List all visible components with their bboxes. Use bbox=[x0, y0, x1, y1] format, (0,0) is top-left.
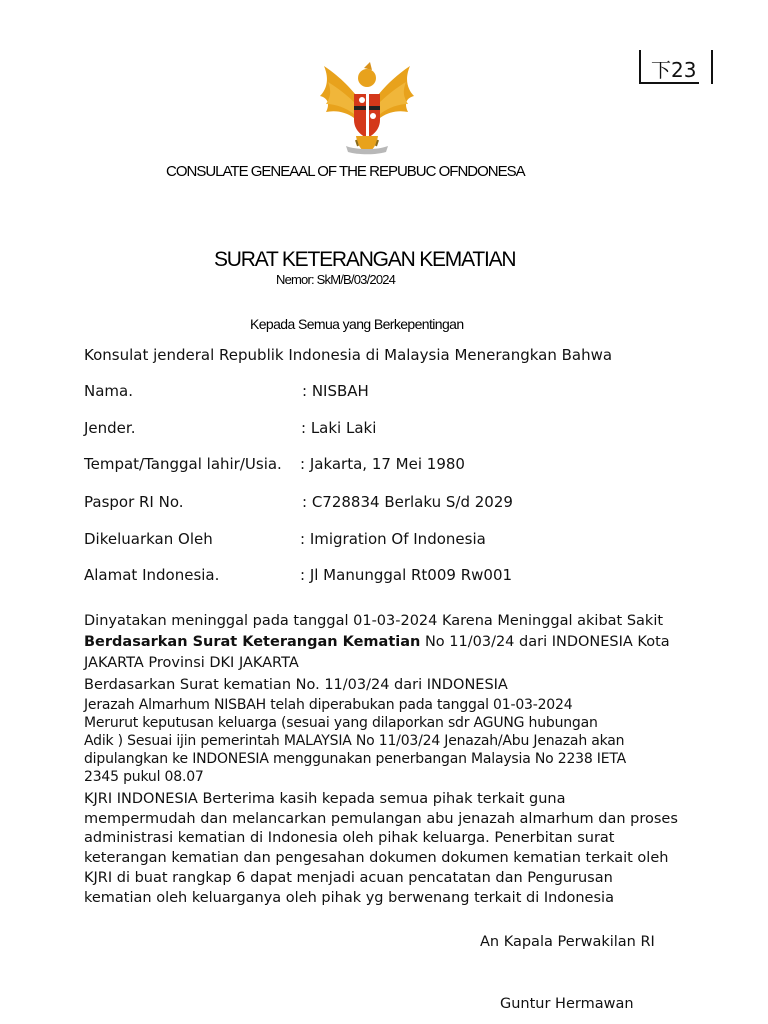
page-reference: 下23 bbox=[651, 58, 697, 82]
body-line: Adik ) Sesuai ijin pemerintah MALAYSIA No 11/03/24 Jenazah/Abu Jenazah akan bbox=[84, 733, 625, 749]
field-value-issuer: : Imigration Of Indonesia bbox=[300, 530, 486, 548]
body-line: Dinyatakan meninggal pada tanggal 01-03-2024 Karena Meninggal akibat Sakit bbox=[84, 613, 664, 629]
consulate-heading: CONSULATE GENEAAL OF THE REPUBUC OFNDONESA bbox=[166, 163, 525, 180]
signatory-name: Guntur Hermawan bbox=[500, 996, 634, 1012]
body-line: 2345 pukul 08.07 bbox=[84, 769, 204, 785]
body-line-rest: No 11/03/24 dari INDONESIA Kota bbox=[420, 634, 670, 650]
body-line: Berdasarkan Surat kematian No. 11/03/24 dari INDONESIA bbox=[84, 677, 508, 693]
body-line: keterangan kematian dan pengesahan dokumen dokumen kematian terkait oleh bbox=[84, 850, 669, 866]
body-line: administrasi kematian di Indonesia oleh pihak keluarga. Penerbitan surat bbox=[84, 830, 615, 846]
intro-statement: Konsulat jenderal Republik Indonesia di Malaysia Menerangkan Bahwa bbox=[84, 346, 613, 364]
body-line: mempermudah dan melancarkan pemulangan abu jenazah almarhum dan proses bbox=[84, 811, 678, 827]
field-label-issuer: Dikeluarkan Oleh bbox=[84, 530, 213, 548]
body-line bbox=[84, 634, 670, 650]
body-line: dipulangkan ke INDONESIA menggunakan penerbangan Malaysia No 2238 IETA bbox=[84, 751, 627, 767]
page-reference-box bbox=[639, 50, 713, 82]
body-line: Merurut keputusan keluarga (sesuai yang dilaporkan sdr AGUNG hubungan bbox=[84, 715, 598, 731]
field-value-address: : Jl Manunggal Rt009 Rw001 bbox=[300, 566, 513, 584]
field-label-address: Alamat Indonesia. bbox=[84, 566, 220, 584]
body-bold-phrase: Berdasarkan Surat Keterangan Kematian bbox=[84, 634, 421, 650]
field-label-name: Nama. bbox=[84, 382, 133, 400]
field-value-birth: : Jakarta, 17 Mei 1980 bbox=[300, 455, 465, 473]
field-label-passport: Paspor RI No. bbox=[84, 493, 184, 511]
field-value-name: : NISBAH bbox=[302, 382, 369, 400]
field-label-gender: Jender. bbox=[84, 419, 136, 437]
field-value-passport: : C728834 Berlaku S/d 2029 bbox=[302, 493, 513, 511]
garuda-emblem bbox=[312, 60, 422, 160]
addressee-line: Kepada Semua yang Berkepentingan bbox=[250, 316, 464, 332]
signatory-title: An Kapala Perwakilan RI bbox=[480, 934, 655, 950]
document-title: SURAT KETERANGAN KEMATIAN bbox=[214, 248, 516, 271]
body-line: kematian oleh keluarganya oleh pihak yg berwenang terkait di Indonesia bbox=[84, 890, 614, 906]
document-number: Nemor: SkM/B/03/2024 bbox=[276, 272, 396, 287]
body-line: Jerazah Almarhum NISBAH telah diperabukan pada tanggal 01-03-2024 bbox=[84, 697, 573, 713]
body-line: KJRI INDONESIA Berterima kasih kepada semua pihak terkait guna bbox=[84, 791, 566, 807]
body-line: JAKARTA Provinsi DKI JAKARTA bbox=[84, 655, 299, 671]
field-label-birth: Tempat/Tanggal lahir/Usia. bbox=[84, 455, 282, 473]
field-value-gender: : Laki Laki bbox=[301, 419, 377, 437]
body-line: KJRI di buat rangkap 6 dapat menjadi acuan pencatatan dan Pengurusan bbox=[84, 870, 613, 886]
